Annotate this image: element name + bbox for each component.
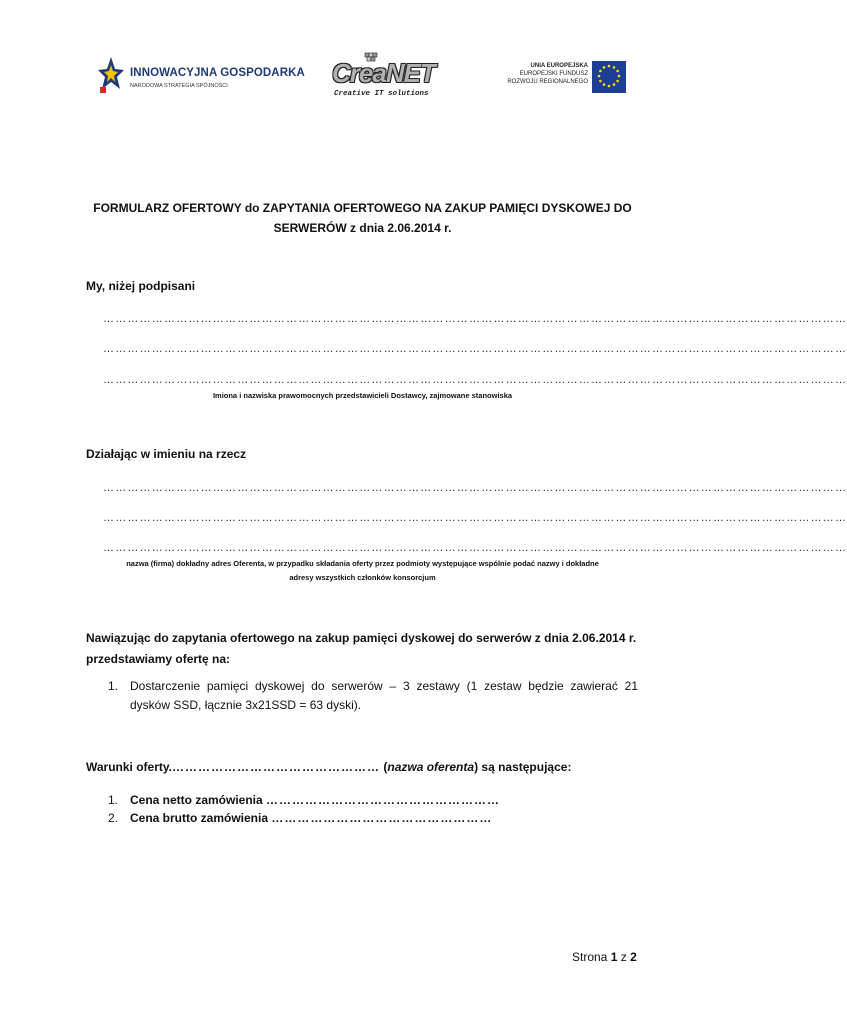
conditions-prefix: Warunki oferty. xyxy=(86,760,173,774)
eu-line1: UNIA EUROPEJSKA xyxy=(530,63,588,69)
offer-heading-line-2: przedstawiamy ofertę na: xyxy=(86,652,231,666)
eu-flag-icon xyxy=(592,61,626,93)
logo-left-title: INNOWACYJNA GOSPODARKA xyxy=(130,67,305,79)
net-price-number: 1. xyxy=(108,793,119,807)
offer-item-line-1: Dostarczenie pamięci dyskowej do serwerów – 3 zestawy (1 zestaw będzie zawierać 21 xyxy=(130,679,638,693)
company-caption xyxy=(80,557,645,585)
page-number xyxy=(572,948,637,967)
signatory-line-2[interactable]: ………………………………………………………………………………………………………………………………………………………………… xyxy=(103,343,847,355)
offer-heading xyxy=(86,628,636,670)
gross-price-field[interactable]: …………………………………………… xyxy=(271,811,493,825)
logo-left-subtitle: NARODOWA STRATEGIA SPÓJNOŚCI xyxy=(130,83,228,89)
title-line-1: FORMULARZ OFERTOWY do ZAPYTANIA OFERTOWEGO NA ZAKUP PAMIĘCI DYSKOWEJ DO xyxy=(93,201,632,215)
offer-item-line-2: dysków SSD, łącznie 3x21SSD = 63 dyski). xyxy=(130,698,362,712)
company-caption-line-2: adresy wszystkich członków konsorcjum xyxy=(289,573,436,582)
innowacyjna-gospodarka-logo xyxy=(98,55,305,101)
conditions-open-paren: ( xyxy=(383,760,388,774)
conditions-heading xyxy=(86,760,571,774)
offeror-name-field[interactable]: ………………………………………… xyxy=(172,760,381,774)
page-prefix: Strona xyxy=(572,950,608,964)
conditions-suffix: ) są następujące: xyxy=(474,760,572,774)
company-line-3[interactable]: ………………………………………………………………………………………………………………………………………………………………… xyxy=(103,542,847,554)
net-price-row xyxy=(130,793,500,807)
gross-price-number: 2. xyxy=(108,811,119,825)
total-pages: 2 xyxy=(630,950,637,964)
signatory-line-1[interactable]: ………………………………………………………………………………………………………………………………………………………………… xyxy=(103,313,847,325)
on-behalf-heading: Działając w imieniu na rzecz xyxy=(86,447,247,461)
signatories-heading: My, niżej podpisani xyxy=(86,279,196,293)
creanet-logo xyxy=(328,52,450,102)
star-logo-icon xyxy=(98,57,124,95)
offer-item-text xyxy=(130,677,638,715)
signatory-line-3[interactable]: ………………………………………………………………………………………………………………………………………………………………… xyxy=(103,374,847,386)
net-price-label: Cena netto zamówienia xyxy=(130,793,263,807)
company-line-2[interactable]: ………………………………………………………………………………………………………………………………………………………………… xyxy=(103,512,847,524)
gross-price-row xyxy=(130,811,492,825)
logo-center-tagline: Creative IT solutions xyxy=(334,90,429,98)
company-line-1[interactable]: ………………………………………………………………………………………………………………………………………………………………… xyxy=(103,482,847,494)
company-caption-line-1: nazwa (firma) dokładny adres Oferenta, w przypadku składania oferty przez podmioty występujące wspólnie podać nazwy i dokładne xyxy=(126,559,599,568)
offer-item-number: 1. xyxy=(108,679,119,693)
eu-logo-text xyxy=(507,62,588,86)
title-line-2: SERWERÓW z dnia 2.06.2014 r. xyxy=(273,221,452,235)
eu-line2: EUROPEJSKI FUNDUSZ xyxy=(519,71,588,77)
gross-price-label: Cena brutto zamówienia xyxy=(130,811,269,825)
eu-line3: ROZWOJU REGIONALNEGO xyxy=(507,79,588,85)
signatories-caption: Imiona i nazwiska prawomocnych przedstawicieli Dostawcy, zajmowane stanowiska xyxy=(212,391,513,400)
offeror-name-hint: nazwa oferenta xyxy=(387,760,475,774)
current-page: 1 xyxy=(610,950,618,964)
eu-logo xyxy=(492,61,626,95)
page-separator: z xyxy=(620,950,627,964)
document-title xyxy=(90,198,635,238)
net-price-field[interactable]: ……………………………………………… xyxy=(266,793,501,807)
offer-heading-line-1: Nawiązując do zapytania ofertowego na zakup pamięci dyskowej do serwerów z dnia 2.06.2014 r. xyxy=(86,631,637,645)
logo-center-name: CreaNET xyxy=(332,58,435,88)
